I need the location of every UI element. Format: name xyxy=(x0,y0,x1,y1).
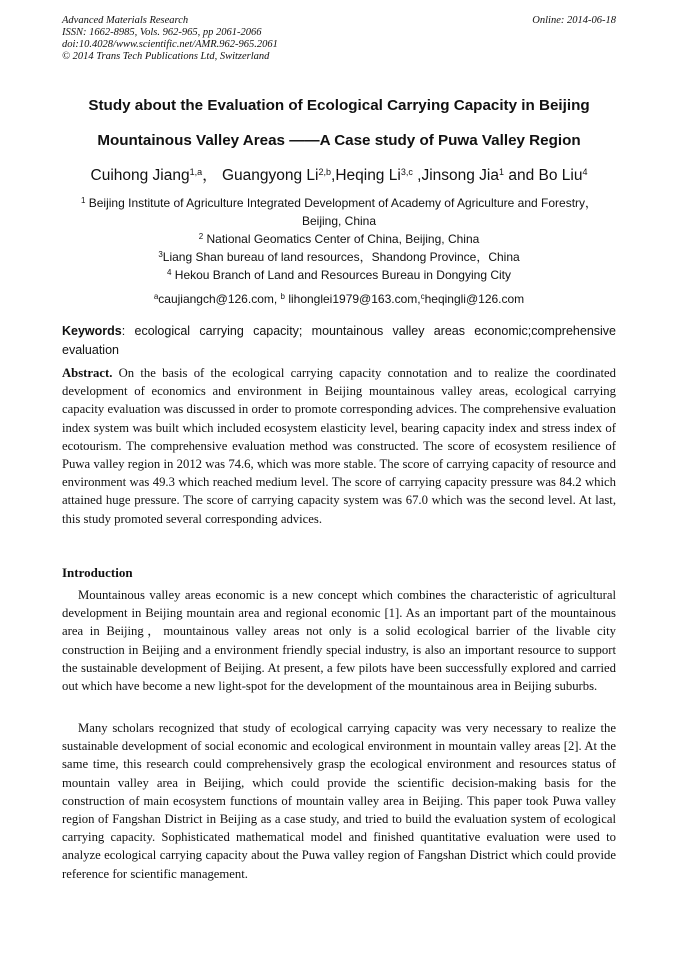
author-name: Guangyong Li xyxy=(221,167,319,184)
introduction-paragraph-1: Mountainous valley areas economic is a new concept which combines the characteristic of agricultural development in Beijing mountain area and regional economic [1]. As an important part of the mountainous area in Beijing，mountainous valley areas not only is a solid ecological barrier of the livable city construction in Beijing and a environment friendly special industry, is also an important resource to support the sustainable development of Beijing. At present, a few pilots have been successfully explored and carried out which have become a new light-spot for the development of the mountainous area in Beijing suburbs. xyxy=(62,588,616,694)
email-link[interactable]: caujiangch@126.com, xyxy=(158,292,281,306)
copyright-line: © 2014 Trans Tech Publications Ltd, Switzerland xyxy=(62,51,270,62)
affiliation-text: Liang Shan bureau of land resources，Shandong Province，China xyxy=(162,250,520,264)
affiliation-number: 1 xyxy=(80,196,86,205)
author-superscript: 4 xyxy=(582,167,588,177)
email-link[interactable]: lihonglei1979@163.com, xyxy=(284,292,421,306)
author-emails xyxy=(62,290,616,308)
keywords-text: : ecological carrying capacity; mountainous valley areas economic;comprehensive evaluation xyxy=(62,324,616,357)
abstract-text: On the basis of the ecological carrying capacity connotation and to realize the coordinated development of economics and environment in Beijing mountainous valley areas, ecological carrying capacity evaluation was discussed in order to promote corresponding advices. The comprehensive evaluation index system was built which included ecosystem elasticity level, bearing capacity index and stress index of ecotourism. The comprehensive evaluation method was constructed. The score of ecosystem resilience of Puwa valley region in 2012 was 74.6, which was more stable. The score of carrying capacity of resource and environment was 49.3 which reached medium level. The score of carrying capacity pressure was 84.2 which attained huge pressure. The score of carrying capacity system was 67.0 which was the second level. At last, this study promoted several corresponding advices. xyxy=(62,366,616,526)
author-superscript: 3,c xyxy=(400,167,413,177)
title-line-2: Mountainous Valley Areas ——A Case study of Puwa Valley Region xyxy=(97,132,581,149)
affiliation-2 xyxy=(62,230,616,248)
affiliation-number: 4 xyxy=(167,268,172,277)
affiliation-4 xyxy=(62,266,616,284)
author-separator: , xyxy=(331,167,336,184)
journal-header xyxy=(62,15,616,63)
author-name: Bo Liu xyxy=(538,167,583,184)
abstract xyxy=(62,364,616,528)
email-superscript: c xyxy=(420,292,425,301)
affiliation-3 xyxy=(62,248,616,266)
author-separator: ， xyxy=(202,167,222,184)
author-separator: and xyxy=(504,167,539,184)
affiliation-number: 2 xyxy=(198,232,204,241)
author-superscript: 2,b xyxy=(318,167,331,177)
paper-title xyxy=(40,88,638,158)
author-name: Heqing Li xyxy=(335,167,401,184)
email-superscript: a xyxy=(153,292,159,301)
affiliation-text: National Geomatics Center of China, Beijing, China xyxy=(203,232,480,246)
author-list xyxy=(40,165,638,187)
keywords xyxy=(62,322,616,359)
affiliation-number: 3 xyxy=(158,250,163,259)
introduction-heading: Introduction xyxy=(62,565,133,580)
affiliation-text: Beijing Institute of Agriculture Integrated Development of Academy of Agriculture and Forestry， xyxy=(85,196,598,210)
introduction-paragraph-2: Many scholars recognized that study of ecological carrying capacity was very necessary to realize the sustainable development of social economic and ecological environment in mountain valley areas [2]. At the same time, this research could comprehensively grasp the ecological environment and resources status of mountain valley area in Beijing, which could provide the scientific decision-making basis for the construction of main ecosystem functions of mountain valley area in Beijing. This paper took Puwa valley region of Fangshan District in Beijing as a case study, and tried to build the evaluation system of ecological carrying capacity. Sophisticated mathematical model and finished quantitative evaluation were used to analyze ecological carrying capacity about the Puwa valley region of Fangshan District which could provide reference for scientific management. xyxy=(62,721,616,881)
journal-name: Advanced Materials Research xyxy=(62,15,189,26)
author-separator: , xyxy=(412,167,422,184)
email-superscript: b xyxy=(280,292,285,301)
abstract-label: Abstract. xyxy=(62,366,113,380)
affiliation-text-continued: Beijing, China xyxy=(301,214,377,228)
author-name: Jinsong Jia xyxy=(421,167,499,184)
issn-line: ISSN: 1662-8985, Vols. 962-965, pp 2061-2066 xyxy=(62,27,262,38)
author-name: Cuihong Jiang xyxy=(90,167,190,184)
author-superscript: 1 xyxy=(499,167,505,177)
keywords-label: Keywords xyxy=(62,324,122,338)
online-date: Online: 2014-06-18 xyxy=(532,15,616,26)
affiliation-1 xyxy=(62,194,616,230)
email-link[interactable]: heqingli@126.com xyxy=(424,292,525,306)
affiliation-text: Hekou Branch of Land and Resources Bureau in Dongying City xyxy=(171,268,511,282)
doi-line: doi:10.4028/www.scientific.net/AMR.962-965.2061 xyxy=(62,39,278,50)
title-line-1: Study about the Evaluation of Ecological Carrying Capacity in Beijing xyxy=(88,97,590,114)
author-superscript: 1,a xyxy=(189,167,203,177)
